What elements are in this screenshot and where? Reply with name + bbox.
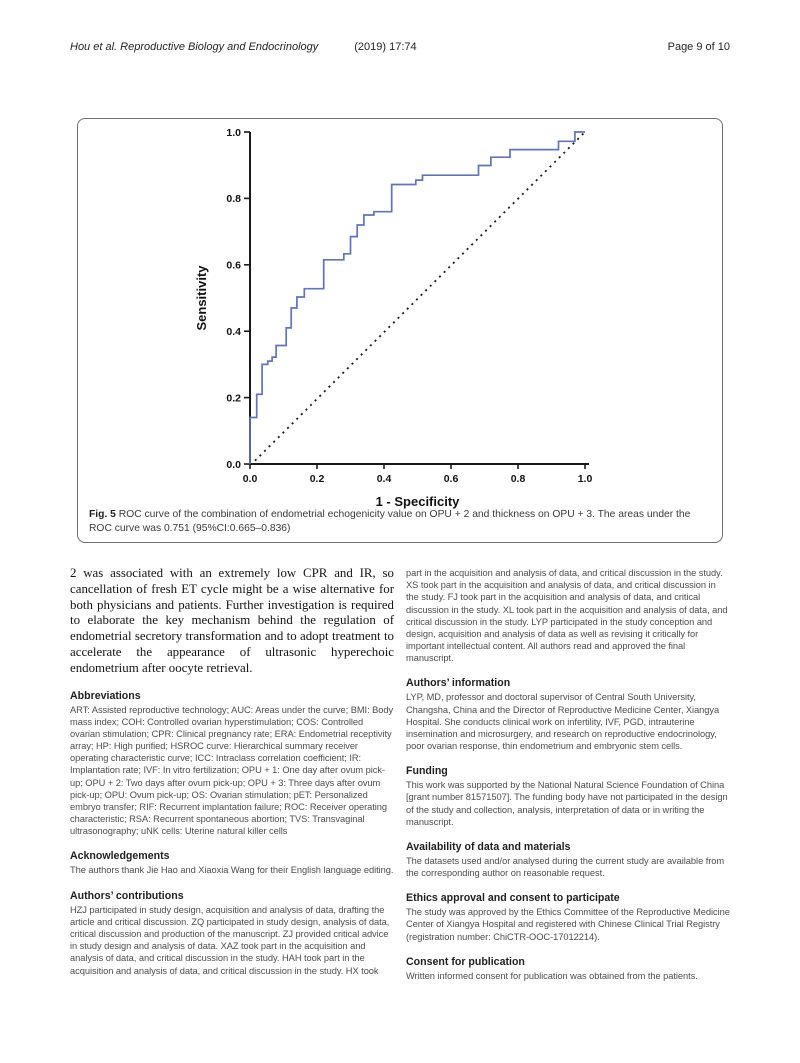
section-heading: Funding (406, 765, 448, 778)
section-body: The study was approved by the Ethics Committee of the Reproductive Medicine Center of Xiangya Hospital and registered with Chinese Clinical Trial Registry (registration number: ChiCTR-OOC-17012214). (406, 907, 730, 942)
section-heading: Acknowledgements (70, 850, 170, 863)
y-tick-label: 0.0 (226, 458, 241, 471)
roc-chart-svg (192, 122, 597, 512)
y-tick-label: 0.4 (226, 326, 241, 338)
section-heading: Authors’ contributions (70, 889, 184, 902)
section-heading: Consent for publication (406, 955, 525, 968)
x-tick-label: 1.0 (577, 473, 593, 485)
section-funding (406, 765, 730, 828)
y-axis-title: Sensitivity (194, 265, 209, 331)
x-tick-label: 0.8 (510, 473, 526, 485)
page-header (70, 41, 730, 53)
figure-caption-label: Fig. 5 (89, 509, 116, 520)
section-body: The datasets used and/or analysed during the current study are available from the corresponding author on reasonable request. (406, 855, 725, 879)
section-heading: Authors’ information (406, 677, 511, 690)
section-body: HZJ participated in study design, acquisition and analysis of data, drafting the article and critical discussion. ZQ participated in study design, analysis of data, critical discussion and production of the manuscript. ZJ provided critical advice in study design and analysis of data. XAZ took part in the acquisition and analysis of data, and critical discussion in the study. HAH took part in the acquisition and analysis of data, and critical discussion in the study. HX took (70, 904, 390, 976)
x-tick-label: 0.2 (309, 473, 325, 485)
y-tick-label: 0.8 (226, 193, 241, 206)
section-acknowledgements (70, 850, 394, 876)
roc-curve-line (250, 132, 585, 464)
x-tick-label: 0.0 (242, 473, 258, 485)
section-consent-publication (406, 956, 730, 982)
figure-caption-text: ROC curve of the combination of endometrial echogenicity value on OPU + 2 and thickness on OPU + 3. The areas under the ROC curve was 0.751 (95%CI:0.665–0.836) (89, 509, 691, 534)
section-authors-contributions (70, 890, 394, 977)
section-ethics-approval (406, 892, 730, 943)
header-citation: (2019) 17:74 (354, 41, 417, 53)
y-tick-label: 0.6 (226, 259, 241, 272)
x-tick-label: 0.6 (443, 473, 459, 485)
section-heading: Availability of data and materials (406, 840, 571, 853)
contributions-continuation-paragraph: part in the acquisition and analysis of data, and critical discussion in the study. XS took part in the acquisition and analysis of data, and critical discussion in the study. FJ took part in the acquisition and analysis of data, and critical discussion in the study. XL took part in the acquisition and analysis of data, and critical discussion in the study. LYP participated in the study conception and design, acquisition and analysis of data as well as revising it critically for important intellectual content. All authors read and approved the final manuscript. (406, 568, 728, 664)
section-availability (406, 841, 730, 879)
section-heading: Ethics approval and consent to participate (406, 892, 620, 905)
section-body: LYP, MD, professor and doctoral supervisor of Central South University, Changsha, China and the Director of Reproductive Medicine Center, Xiangya Hospital. She conducts clinical work on infertility, IVF, PGD, intrauterine insemination and microsurgery, and research on reproductive endocrinology, poor ovarian response, thin endometrium and embryonic stem cells. (406, 692, 720, 752)
figure-caption (89, 508, 713, 536)
discussion-paragraph: 2 was associated with an extremely low CPR and IR, so cancellation of fresh ET cycle might be a wise alternative for both physicians and patients. Further investigation is required to elaborate the key mechanism behind the regulation of endometrial secretory transformation and to adopt treatment to accelerate the appearance of ultrasonic hyperechoic endometrium after oocyte retrieval. (70, 566, 394, 675)
header-page-number: Page 9 of 10 (667, 41, 730, 53)
header-journal-title: Hou et al. Reproductive Biology and Endocrinology (70, 41, 319, 53)
figure-5-panel (77, 118, 723, 543)
section-authors-information (406, 677, 730, 752)
left-column (70, 566, 394, 982)
section-heading: Abbreviations (70, 689, 141, 702)
x-axis-title: 1 - Specificity (375, 494, 460, 509)
section-body: The authors thank Jie Hao and Xiaoxia Wang for their English language editing. (70, 865, 394, 876)
section-body: Written informed consent for publication was obtained from the patients. (406, 970, 698, 981)
y-tick-label: 0.2 (226, 392, 241, 405)
section-abbreviations (70, 690, 394, 838)
y-tick-label: 1.0 (226, 126, 241, 139)
roc-chart (192, 122, 597, 512)
right-column (406, 566, 730, 982)
two-column-body (70, 566, 730, 982)
x-tick-label: 0.4 (376, 473, 392, 485)
section-body: ART: Assisted reproductive technology; AUC: Areas under the curve; BMI: Body mass index; COH: Controlled ovarian hyperstimulation; COS: Controlled ovarian stimulation; CPR: Clinical pregnancy rate; ERA: Endometrial receptivity array; HP: High purified; HSROC curve: Hierarchical summary receiver operating characteristic curve; ICC: Intraclass correlation coefficient; IR: Implantation rate; IVF: In vitro fertilization; OPU + 1: One day after ovum pick-up; OPU + 2: Two days after ovum pick-up; OPU + 3: Three days after ovum pick-up; OPU: Ovum pick-up; OS: Ovarian stimulation; pET: Personalized embryo transfer; RIF: Recurrent implantation failure; ROC: Receiver operating characteristic; RSA: Recurrent spontaneous abortion; TVS: Transvaginal ultrasonography; uNK cells: Uterine natural killer cells (70, 704, 394, 837)
section-body: This work was supported by the National Natural Science Foundation of China [grant number 81571507]. The funding body have not participated in the design of the study and collection, analysis, interpretation of data or in writing the manuscript. (406, 780, 728, 827)
